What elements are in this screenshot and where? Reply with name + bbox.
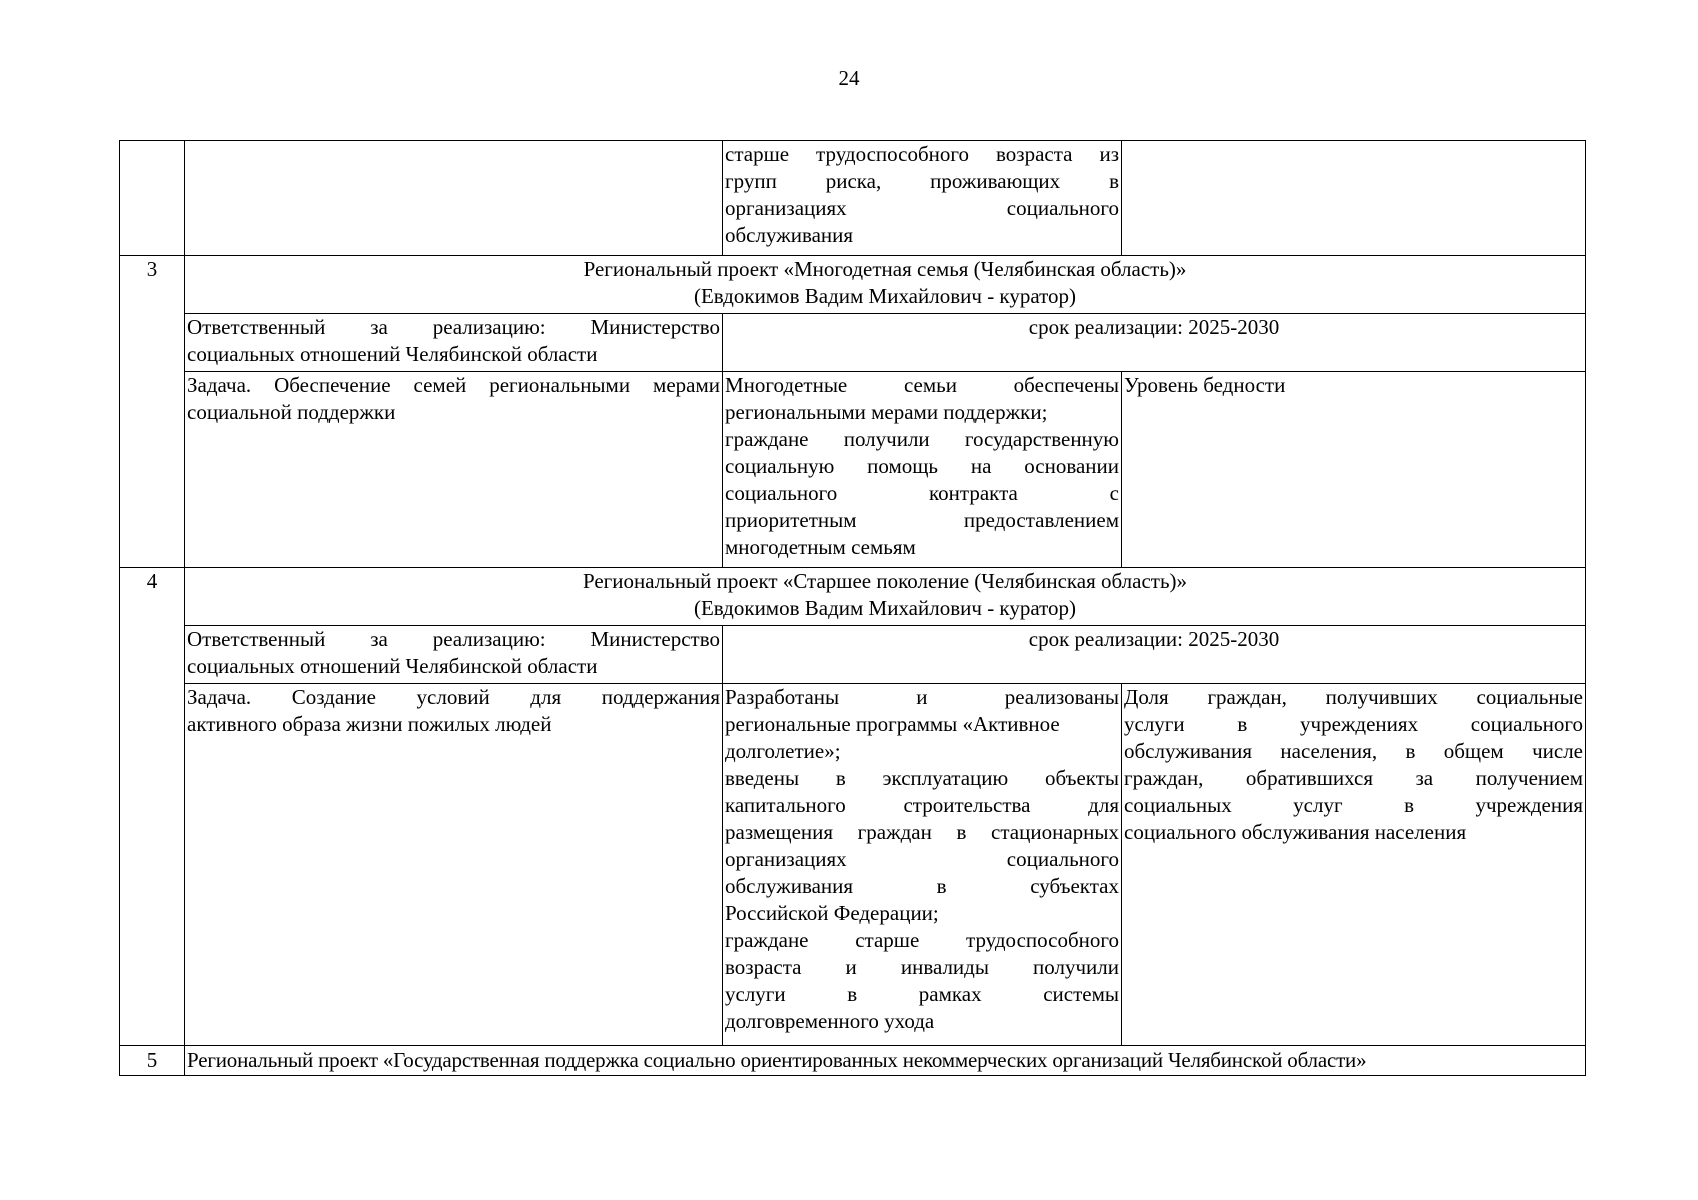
project-title: Региональный проект «Государственная поддержка социально ориентированных некоммерческих организаций Челябинской области» [185, 1046, 1586, 1076]
table-row-project-4-task [120, 684, 1586, 1046]
result-line: Российской Федерации; [725, 901, 939, 925]
result-line: групп риска, проживающих в [725, 169, 1119, 193]
project-title-line: Региональный проект «Старшее поколение (Челябинская область)» [582, 569, 1188, 593]
indicator-cell [1122, 684, 1586, 1046]
result-line: услуги в рамках системы [725, 982, 1119, 1006]
indicator-line: социального обслуживания населения [1124, 820, 1467, 844]
row-number: 5 [120, 1046, 185, 1076]
result-line: организациях социального [725, 847, 1119, 871]
table-row-project-4-responsible [120, 626, 1586, 684]
table-row-project-4-title [120, 568, 1586, 626]
result-line: размещения граждан в стационарных [725, 820, 1119, 844]
project-title-line: Региональный проект «Многодетная семья (Челябинская область)» [583, 257, 1187, 281]
task-cell [185, 141, 723, 256]
result-cell [723, 684, 1122, 1046]
responsible-line: социальных отношений Челябинской области [187, 654, 598, 678]
result-cell [723, 372, 1122, 568]
result-line: социального контракта с [725, 481, 1119, 505]
projects-table [119, 140, 1586, 1076]
responsible-line: социальных отношений Челябинской области [187, 342, 598, 366]
page-number: 24 [838, 66, 860, 90]
row-number: 4 [120, 568, 185, 1046]
responsible-line: Ответственный за реализацию: Министерство [187, 315, 720, 339]
responsible-cell [185, 314, 723, 372]
indicator-line: граждан, обратившихся за получением [1124, 766, 1583, 790]
task-line: Задача. Обеспечение семей региональными мерами [187, 373, 720, 397]
result-line: региональные программы «Активное [725, 712, 1060, 736]
table-row-project-5 [120, 1046, 1586, 1076]
task-cell [185, 684, 723, 1046]
result-line: обслуживания [725, 223, 854, 247]
result-line: старше трудоспособного возраста из [725, 142, 1119, 166]
result-line: граждане получили государственную [725, 427, 1119, 451]
table-row-continuation [120, 141, 1586, 256]
term-cell: срок реализации: 2025-2030 [723, 626, 1586, 684]
table-row-project-3-responsible [120, 314, 1586, 372]
project-title [185, 568, 1586, 626]
result-line: долговременного ухода [725, 1009, 935, 1033]
result-line: приоритетным предоставлением [725, 508, 1119, 532]
row-number: 3 [120, 256, 185, 568]
result-line: социальную помощь на основании [725, 454, 1119, 478]
indicator-line: Доля граждан, получивших социальные [1124, 685, 1583, 709]
indicator-line: услуги в учреждениях социального [1124, 712, 1583, 736]
project-curator-line: (Евдокимов Вадим Михайлович - куратор) [693, 596, 1077, 620]
result-line: Многодетные семьи обеспечены [725, 373, 1119, 397]
task-line: Задача. Создание условий для поддержания [187, 685, 720, 709]
indicator-line: обслуживания населения, в общем числе [1124, 739, 1583, 763]
term-cell: срок реализации: 2025-2030 [723, 314, 1586, 372]
result-line: обслуживания в субъектах [725, 874, 1119, 898]
result-line: граждане старше трудоспособного [725, 928, 1119, 952]
table-row-project-3-title [120, 256, 1586, 314]
result-line: региональными мерами поддержки; [725, 400, 1048, 424]
responsible-cell [185, 626, 723, 684]
result-line: многодетным семьям [725, 535, 916, 559]
result-line: долголетие»; [725, 739, 841, 763]
project-title [185, 256, 1586, 314]
result-line: организациях социального [725, 196, 1119, 220]
indicator-cell [1122, 141, 1586, 256]
responsible-line: Ответственный за реализацию: Министерство [187, 627, 720, 651]
result-line: капитального строительства для [725, 793, 1119, 817]
result-line: введены в эксплуатацию объекты [725, 766, 1119, 790]
table-row-project-3-task [120, 372, 1586, 568]
project-curator-line: (Евдокимов Вадим Михайлович - куратор) [693, 284, 1077, 308]
indicator-line: социальных услуг в учреждения [1124, 793, 1583, 817]
result-line: Разработаны и реализованы [725, 685, 1119, 709]
indicator-cell: Уровень бедности [1122, 372, 1586, 568]
task-line: социальной поддержки [187, 400, 396, 424]
result-line: возраста и инвалиды получили [725, 955, 1119, 979]
num-cell [120, 141, 185, 256]
task-line: активного образа жизни пожилых людей [187, 712, 552, 736]
task-cell [185, 372, 723, 568]
result-cell [723, 141, 1122, 256]
